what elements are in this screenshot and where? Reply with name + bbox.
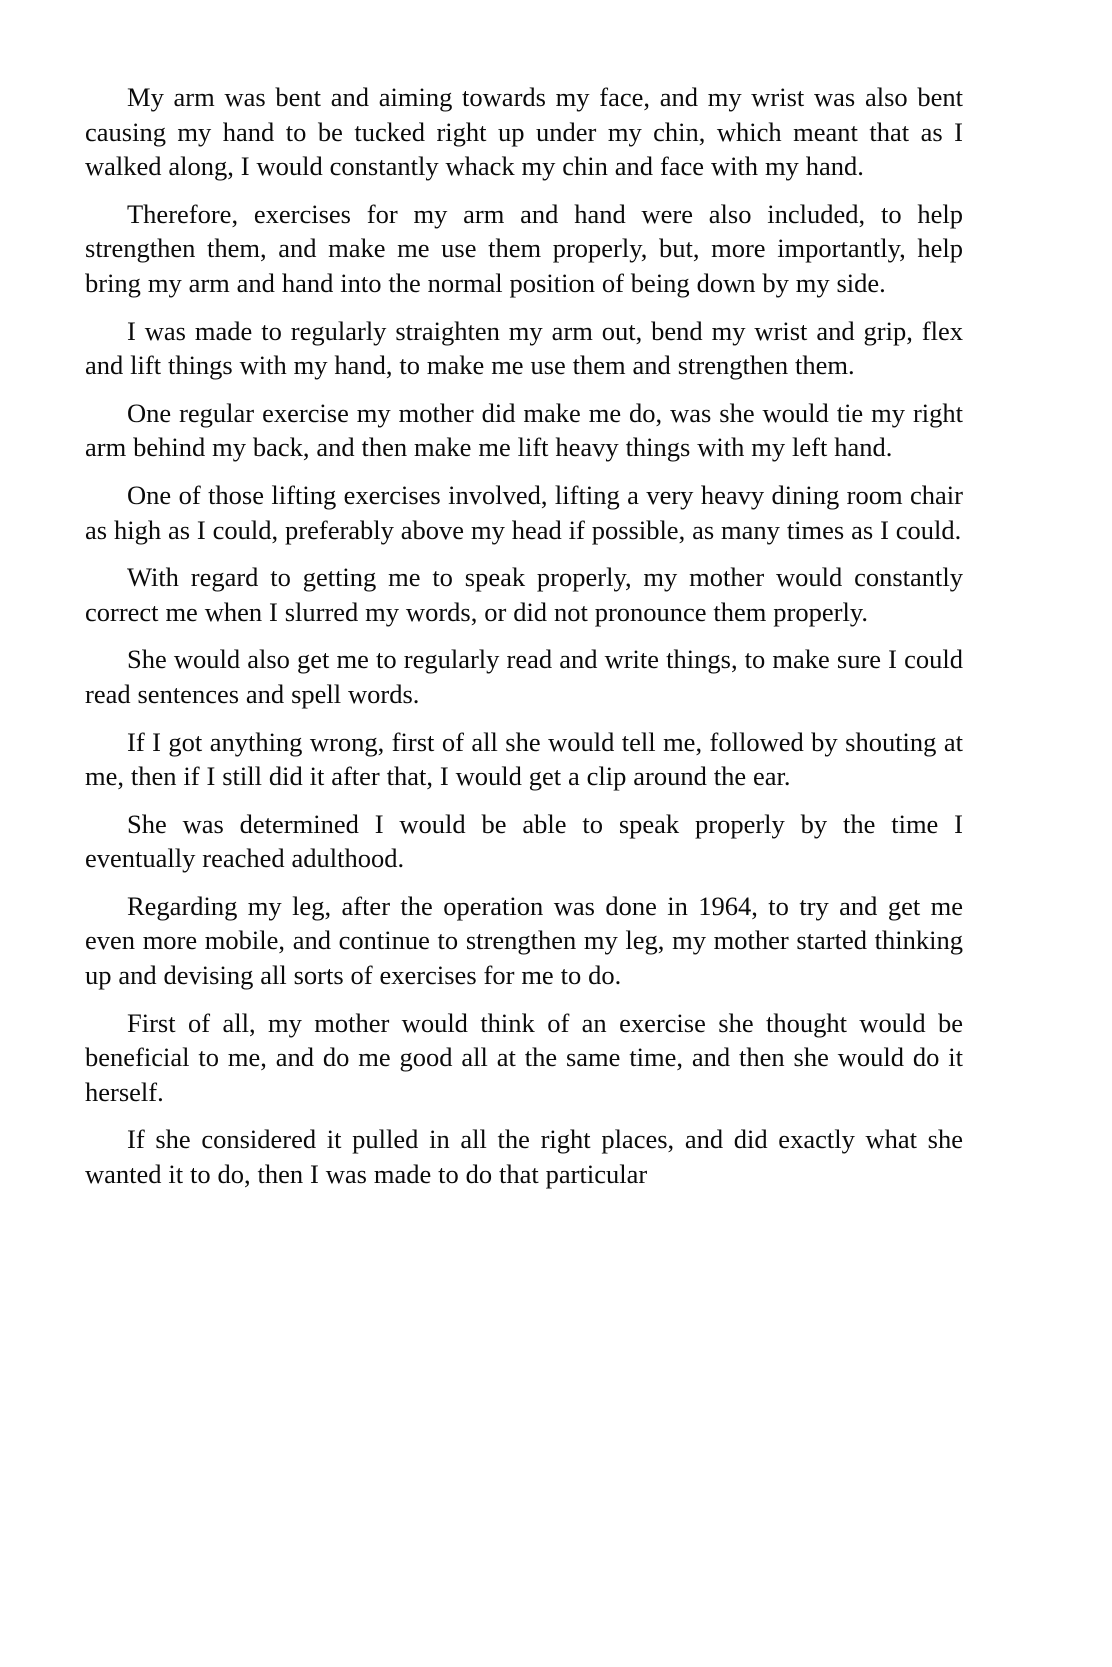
- paragraph: She was determined I would be able to speak properly by the time I eventually reached adulthood.: [85, 808, 963, 874]
- paragraph: My arm was bent and aiming towards my face, and my wrist was also bent causing my hand to be tucked right up under my chin, which meant that as I walked along, I would constantly whack my chin and face with my hand.: [85, 82, 963, 182]
- paragraph: One regular exercise my mother did make me do, was she would tie my right arm behind my back, and then make me lift heavy things with my left hand.: [85, 397, 963, 463]
- paragraph: She would also get me to regularly read and write things, to make sure I could read sentences and spell words.: [85, 644, 963, 709]
- paragraph: If she considered it pulled in all the right places, and did exactly what she wanted it to do, then I was made to do that particular: [85, 1124, 963, 1190]
- body-text-column: [85, 80, 963, 1192]
- paragraph: Regarding my leg, after the operation was done in 1964, to try and get me even more mobile, and continue to strengthen my leg, my mother started thinking up and devising all sorts of exercises for me to do.: [85, 890, 963, 991]
- paragraph: One of those lifting exercises involved, lifting a very heavy dining room chair as high as I could, preferably above my head if possible, as many times as I could.: [85, 479, 963, 545]
- paragraph: If I got anything wrong, first of all she would tell me, followed by shouting at me, then if I still did it after that, I would get a clip around the ear.: [85, 726, 963, 792]
- paragraph: Therefore, exercises for my arm and hand were also included, to help strengthen them, and make me use them properly, but, more importantly, help bring my arm and hand into the normal position of being down by my side.: [85, 198, 963, 298]
- paragraph: First of all, my mother would think of an exercise she thought would be beneficial to me, and do me good all at the same time, and then she would do it herself.: [85, 1007, 963, 1107]
- paragraph: With regard to getting me to speak properly, my mother would constantly correct me when I slurred my words, or did not pronounce them properly.: [85, 562, 963, 627]
- paragraph: I was made to regularly straighten my arm out, bend my wrist and grip, flex and lift things with my hand, to make me use them and strengthen them.: [85, 315, 963, 381]
